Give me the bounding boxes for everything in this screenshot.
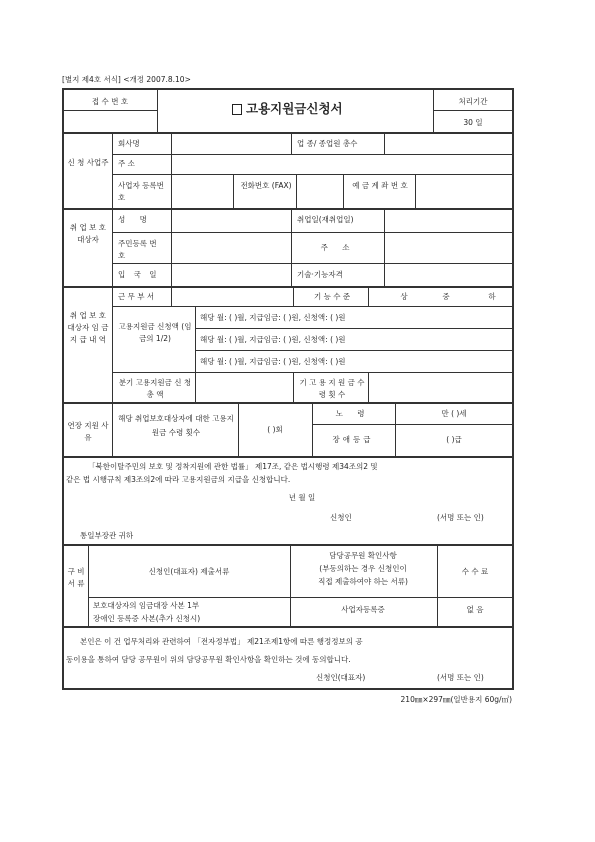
official-check-label-3: 직접 제출하여야 하는 서류) bbox=[318, 577, 408, 586]
declaration-line-2: 같은 법 시행규칙 제3조의2에 따라 고용지원금의 지급을 신청합니다. bbox=[66, 475, 291, 484]
official-check-label-1: 담당공무원 확인사항 bbox=[329, 551, 397, 560]
consent-applicant-label: 신청인(대표자) bbox=[316, 673, 366, 682]
business-reg-no-label: 사업자 등록번호 bbox=[118, 181, 164, 202]
official-doc: 사업자등록증 bbox=[341, 605, 385, 614]
skill-cert-label: 기술·기능자격 bbox=[297, 270, 343, 279]
declaration-line-1: 「북한이탈주민의 보호 및 정착지원에 관한 법률」 제17조, 같은 법시행령 제34조의2 및 bbox=[88, 462, 378, 471]
frame-right bbox=[512, 88, 514, 690]
official-check-label-2: (부동의하는 경우 신청인이 bbox=[319, 564, 407, 573]
subject-name-label: 성 명 bbox=[118, 215, 153, 224]
recipient-label: 통일부장관 귀하 bbox=[80, 531, 134, 540]
wage-section-label: 취 업 보 호 대상자 임 금 지 급 내 역 bbox=[67, 311, 109, 344]
industry-workers-label: 업 종/ 종업원 총수 bbox=[297, 139, 358, 148]
age-label: 노 령 bbox=[335, 409, 371, 418]
entry-date-label: 입 국 일 bbox=[118, 270, 160, 279]
receipt-number-label: 접 수 번 호 bbox=[91, 97, 129, 106]
fee-label: 수 수 료 bbox=[461, 567, 489, 576]
skill-grade-low[interactable]: 하 bbox=[488, 292, 496, 301]
quarter-total-label: 분기 고용지원금 신 청 총 액 bbox=[118, 378, 192, 399]
age-value[interactable]: 만 ( )세 bbox=[441, 409, 467, 418]
consent-line-1: 본인은 이 건 업무처리와 관련하여 「전자정부법」 제21조제1항에 따른 행정정보의 공 bbox=[80, 637, 363, 646]
declaration-sign-label[interactable]: (서명 또는 인) bbox=[437, 513, 484, 522]
processing-period-value: 30 일 bbox=[463, 118, 483, 127]
paper-size-note: 210㎜×297㎜(일반용지 60g/㎡) bbox=[400, 695, 512, 704]
subsidy-request-label: 고용지원금 신청액 (임금의 1/2) bbox=[118, 322, 192, 343]
subject-address-label: 주 소 bbox=[320, 243, 356, 252]
company-name-label: 회사명 bbox=[118, 139, 140, 148]
workplace-label: 근 무 부 서 bbox=[118, 292, 155, 301]
frame-left bbox=[62, 88, 64, 690]
deposit-account-label: 예 금 계 좌 번 호 bbox=[352, 181, 408, 190]
applicant-doc-2: 장애인 등록증 사본(추가 신청시) bbox=[93, 614, 201, 623]
skill-grade-high[interactable]: 상 bbox=[400, 292, 408, 301]
consent-sign-label[interactable]: (서명 또는 인) bbox=[437, 673, 484, 682]
frame-top bbox=[62, 88, 514, 90]
subject-section-label: 취 업 보 호 대상자 bbox=[69, 223, 107, 244]
form-number-note: [별지 제4호 서식] <개정 2007.8.10> bbox=[62, 75, 191, 84]
resident-reg-no-label: 주민등록 번 호 bbox=[118, 239, 157, 260]
form-checkbox[interactable] bbox=[232, 104, 242, 115]
skill-grade-mid[interactable]: 중 bbox=[442, 292, 450, 301]
receipt-count-label: 해당 취업보호대상자에 대한 고용지원금 수령 횟수 bbox=[118, 414, 234, 437]
month-row-3[interactable]: 해당 월: ( )월, 지급임금: ( )원, 신청액: ( )원 bbox=[200, 357, 346, 366]
declaration-applicant-label: 신청인 bbox=[330, 513, 352, 522]
documents-section-label: 구 비 서 류 bbox=[67, 567, 85, 588]
receipt-count-value[interactable]: ( )회 bbox=[267, 425, 283, 434]
applicant-section-label: 신 청 사업주 bbox=[67, 158, 109, 167]
disability-value[interactable]: ( )급 bbox=[446, 435, 462, 444]
processing-period-label: 처리기간 bbox=[458, 97, 488, 106]
declaration-date[interactable]: 년 월 일 bbox=[288, 493, 316, 502]
phone-fax-label: 전화번호 (FAX) bbox=[240, 181, 292, 190]
consent-line-2: 동이용을 통하여 담당 공무원이 위의 담당공무원 확인사항을 확인하는 것에 동의합니다. bbox=[66, 655, 351, 664]
frame-bottom bbox=[62, 688, 514, 690]
disability-label: 장애등급 bbox=[332, 435, 374, 444]
applicant-address-label: 주 소 bbox=[118, 159, 135, 168]
received-count-label: 기 고 용 지 원 금 수 령 횟 수 bbox=[299, 378, 365, 399]
form-title: 고용지원금신청서 bbox=[246, 101, 343, 116]
month-row-1[interactable]: 해당 월: ( )월, 지급임금: ( )원, 신청액: ( )원 bbox=[200, 313, 346, 322]
extension-section-label: 연장 지원 사 유 bbox=[67, 421, 109, 442]
applicant-doc-1: 보호대상자의 임금대장 사본 1부 bbox=[93, 601, 200, 610]
month-row-2[interactable]: 해당 월: ( )월, 지급임금: ( )원, 신청액: ( )원 bbox=[200, 335, 346, 344]
applicant-docs-label: 신청인(대표자) 제출서류 bbox=[148, 567, 230, 576]
fee-value: 없 음 bbox=[466, 605, 484, 614]
skill-level-label: 기 능 수 준 bbox=[314, 292, 351, 301]
employment-date-label: 취업일(재취업일) bbox=[297, 215, 354, 224]
